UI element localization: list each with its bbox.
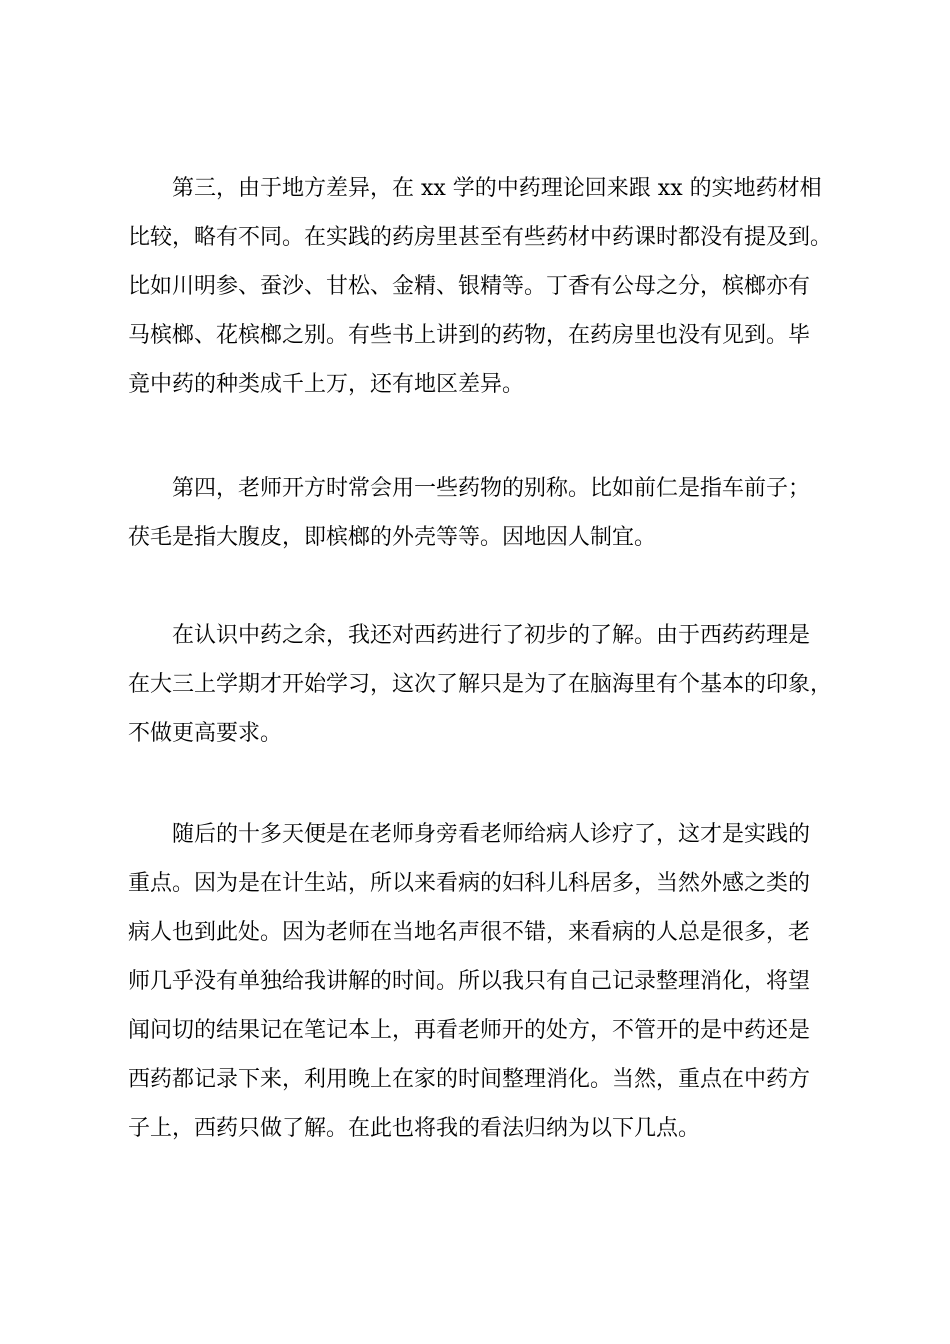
paragraph-fourth-point: [128, 464, 828, 562]
text-line: 第三，由于地方差异，在 xx 学的中药理论回来跟 xx 的实地药材相: [172, 176, 822, 201]
text-line: 茯毛是指大腹皮，即槟榔的外壳等等。因地因人制宜。: [128, 525, 657, 550]
text-line: 子上，西药只做了解。在此也将我的看法归纳为以下几点。: [128, 1116, 701, 1141]
text-line: 第四，老师开方时常会用一些药物的别称。比如前仁是指车前子；: [172, 476, 811, 501]
text-line: 闻问切的结果记在笔记本上，再看老师开的处方，不管开的是中药还是: [128, 1018, 811, 1043]
text-line: 比较，略有不同。在实践的药房里甚至有些药材中药课时都没有提及到。: [128, 225, 833, 250]
text-line: 竟中药的种类成千上万，还有地区差异。: [128, 372, 525, 397]
text-line: 病人也到此处。因为老师在当地名声很不错，来看病的人总是很多，老: [128, 920, 811, 945]
text-line: 师几乎没有单独给我讲解的时间。所以我只有自己记录整理消化，将望: [128, 969, 811, 994]
text-line: 不做更高要求。: [128, 721, 283, 746]
paragraph-third-point: [128, 164, 833, 409]
text-line: 随后的十多天便是在老师身旁看老师给病人诊疗了，这才是实践的: [172, 822, 811, 847]
text-line: 比如川明参、蚕沙、甘松、金精、银精等。丁香有公母之分，槟榔亦有: [128, 274, 811, 299]
text-line: 在大三上学期才开始学习，这次了解只是为了在脑海里有个基本的印象，: [128, 672, 833, 697]
text-line: 马槟榔、花槟榔之别。有些书上讲到的药物，在药房里也没有见到。毕: [128, 323, 811, 348]
text-line: 在认识中药之余，我还对西药进行了初步的了解。由于西药药理是: [172, 623, 811, 648]
text-line: 重点。因为是在计生站，所以来看病的妇科儿科居多，当然外感之类的: [128, 871, 811, 896]
paragraph-western-medicine: [128, 611, 833, 758]
text-line: 西药都记录下来，利用晚上在家的时间整理消化。当然，重点在中药方: [128, 1067, 811, 1092]
paragraph-clinical-practice: [128, 810, 828, 1153]
